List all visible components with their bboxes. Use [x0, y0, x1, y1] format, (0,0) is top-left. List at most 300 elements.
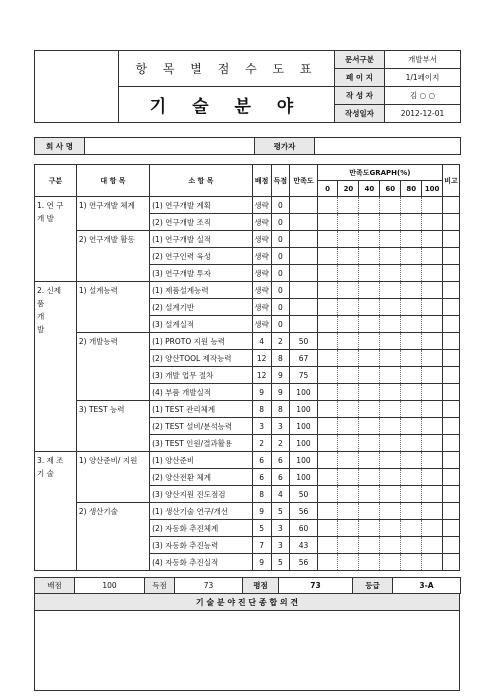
satisfaction-cell [290, 265, 317, 282]
opinion-title: 기 술 분 야 진 단 종 합 의 견 [35, 594, 460, 611]
score-sheet [34, 50, 460, 691]
table-row [35, 503, 460, 520]
note-cell [443, 435, 460, 452]
max-score-cell: 생략 [252, 197, 271, 214]
graph-cell [422, 350, 443, 367]
graph-cell [380, 299, 401, 316]
note-cell [443, 554, 460, 571]
score-cell: 3 [271, 418, 290, 435]
max-score-cell: 생략 [252, 214, 271, 231]
graph-cell [359, 231, 380, 248]
graph-cell [317, 350, 338, 367]
note-cell [443, 537, 460, 554]
graph-cell [359, 299, 380, 316]
graph-cell [359, 520, 380, 537]
satisfaction-cell: 50 [290, 333, 317, 350]
opinion-field[interactable] [35, 611, 460, 691]
graph-cell [317, 401, 338, 418]
satisfaction-cell [290, 214, 317, 231]
graph-cell [359, 554, 380, 571]
graph-cell [359, 282, 380, 299]
graph-cell [359, 333, 380, 350]
score-cell: 9 [271, 384, 290, 401]
score-cell: 0 [271, 231, 290, 248]
graph-cell [422, 418, 443, 435]
minor-item-cell: (1) PROTO 지원 능력 [150, 333, 253, 350]
graph-cell [422, 384, 443, 401]
graph-cell [422, 333, 443, 350]
max-score-cell: 7 [252, 537, 271, 554]
graph-cell [317, 299, 338, 316]
max-score-cell: 생략 [252, 316, 271, 333]
graph-cell [422, 231, 443, 248]
graph-cell [317, 452, 338, 469]
satisfaction-cell: 60 [290, 520, 317, 537]
graph-cell [380, 316, 401, 333]
table-row [35, 452, 460, 469]
graph-cell [359, 418, 380, 435]
minor-item-cell: (4) 자동화 추진실적 [150, 554, 253, 571]
max-score-cell: 2 [252, 435, 271, 452]
graph-cell [317, 418, 338, 435]
graph-cell [317, 554, 338, 571]
satisfaction-cell: 100 [290, 435, 317, 452]
satisfaction-cell: 100 [290, 401, 317, 418]
major-item-cell: 2) 생산기술 [76, 503, 149, 571]
satisfaction-cell: 56 [290, 503, 317, 520]
graph-cell [317, 282, 338, 299]
graph-cell [401, 282, 422, 299]
score-cell: 3 [271, 520, 290, 537]
score-cell: 4 [271, 486, 290, 503]
minor-item-cell: (1) TEST 관리체계 [150, 401, 253, 418]
col-satisfaction: 만족도 [290, 165, 317, 197]
graph-cell [317, 384, 338, 401]
graph-cell [359, 435, 380, 452]
score-cell: 9 [271, 367, 290, 384]
minor-item-cell: (2) TEST 설비/분석능력 [150, 418, 253, 435]
max-score-cell: 12 [252, 367, 271, 384]
satisfaction-cell: 100 [290, 418, 317, 435]
graph-cell [338, 384, 359, 401]
graph-cell [317, 486, 338, 503]
average-value: 73 [279, 578, 353, 594]
max-score-cell: 8 [252, 486, 271, 503]
total-max-label: 배점 [35, 578, 75, 594]
minor-item-cell: (1) 제품설계능력 [150, 282, 253, 299]
graph-cell [401, 367, 422, 384]
note-cell [443, 299, 460, 316]
score-cell: 0 [271, 316, 290, 333]
graph-cell [401, 435, 422, 452]
minor-item-cell: (3) 자동화 추진능력 [150, 537, 253, 554]
graph-cell [338, 486, 359, 503]
minor-item-cell: (2) 양산TOOL 제작능력 [150, 350, 253, 367]
graph-cell [338, 214, 359, 231]
graph-cell [338, 503, 359, 520]
opinion-table [34, 593, 460, 691]
graph-cell [401, 537, 422, 554]
graph-cell [317, 435, 338, 452]
graph-cell [401, 520, 422, 537]
graph-cell [317, 197, 338, 214]
graph-cell [359, 486, 380, 503]
graph-cell [338, 520, 359, 537]
col-category: 구분 [35, 165, 77, 197]
satisfaction-cell: 75 [290, 367, 317, 384]
graph-cell [380, 486, 401, 503]
graph-cell [338, 367, 359, 384]
graph-cell [422, 197, 443, 214]
graph-cell [338, 316, 359, 333]
score-cell: 0 [271, 214, 290, 231]
graph-cell [401, 486, 422, 503]
graph-cell [422, 554, 443, 571]
major-item-cell: 2) 연구개발 활동 [76, 231, 149, 282]
col-max: 배점 [252, 165, 271, 197]
satisfaction-cell: 100 [290, 384, 317, 401]
minor-item-cell: (2) 자동화 추진체계 [150, 520, 253, 537]
graph-cell [338, 248, 359, 265]
graph-tick: 0 [317, 181, 338, 197]
note-cell [443, 282, 460, 299]
header-table [34, 50, 461, 123]
score-table [34, 164, 460, 571]
graph-cell [359, 265, 380, 282]
category-cell: 3. 제 조 기 술 [35, 452, 77, 571]
graph-cell [380, 333, 401, 350]
satisfaction-cell: 43 [290, 537, 317, 554]
max-score-cell: 생략 [252, 299, 271, 316]
logo-area [35, 51, 119, 123]
graph-cell [380, 452, 401, 469]
major-item-cell: 1) 양산준비/ 지원 [76, 452, 149, 503]
max-score-cell: 9 [252, 554, 271, 571]
max-score-cell: 생략 [252, 248, 271, 265]
graph-cell [401, 214, 422, 231]
summary-table [34, 577, 461, 594]
graph-cell [380, 520, 401, 537]
max-score-cell: 생략 [252, 231, 271, 248]
graph-cell [359, 384, 380, 401]
graph-cell [380, 367, 401, 384]
minor-item-cell: (2) 연구개발 조직 [150, 214, 253, 231]
graph-cell [422, 299, 443, 316]
total-score-value: 73 [175, 578, 243, 594]
satisfaction-cell: 67 [290, 350, 317, 367]
date-label: 작성일자 [335, 105, 385, 123]
minor-item-cell: (1) 연구개발 실적 [150, 231, 253, 248]
score-cell: 0 [271, 299, 290, 316]
satisfaction-cell [290, 282, 317, 299]
graph-cell [338, 333, 359, 350]
graph-cell [338, 418, 359, 435]
graph-cell [422, 435, 443, 452]
graph-cell [401, 469, 422, 486]
table-row [35, 401, 460, 418]
graph-cell [317, 469, 338, 486]
graph-cell [338, 452, 359, 469]
graph-cell [380, 469, 401, 486]
graph-cell [422, 452, 443, 469]
minor-item-cell: (3) 설계실적 [150, 316, 253, 333]
graph-cell [338, 231, 359, 248]
graph-cell [338, 401, 359, 418]
col-note: 비고 [443, 165, 460, 197]
note-cell [443, 350, 460, 367]
max-score-cell: 생략 [252, 282, 271, 299]
graph-cell [422, 316, 443, 333]
max-score-cell: 9 [252, 503, 271, 520]
graph-cell [317, 520, 338, 537]
graph-cell [380, 265, 401, 282]
graph-cell [422, 401, 443, 418]
graph-cell [401, 299, 422, 316]
score-cell: 5 [271, 503, 290, 520]
graph-cell [422, 469, 443, 486]
major-item-cell: 2) 개발능력 [76, 333, 149, 401]
graph-cell [422, 537, 443, 554]
graph-cell [359, 452, 380, 469]
note-cell [443, 265, 460, 282]
score-cell: 8 [271, 350, 290, 367]
max-score-cell: 5 [252, 520, 271, 537]
graph-cell [401, 384, 422, 401]
major-item-cell: 1) 연구개발 체계 [76, 197, 149, 231]
graph-cell [317, 316, 338, 333]
minor-item-cell: (2) 연구인력 육성 [150, 248, 253, 265]
graph-cell [401, 554, 422, 571]
minor-item-cell: (1) 양산준비 [150, 452, 253, 469]
category-cell: 1. 연 구 개 발 [35, 197, 77, 282]
graph-tick: 60 [380, 181, 401, 197]
evaluator-label: 평가자 [255, 138, 315, 155]
graph-cell [317, 231, 338, 248]
note-cell [443, 248, 460, 265]
minor-item-cell: (1) 생산기술 연구/개선 [150, 503, 253, 520]
graph-cell [401, 401, 422, 418]
note-cell [443, 418, 460, 435]
graph-cell [401, 418, 422, 435]
graph-cell [317, 265, 338, 282]
grade-label: 등급 [353, 578, 393, 594]
satisfaction-cell: 50 [290, 486, 317, 503]
satisfaction-cell [290, 231, 317, 248]
note-cell [443, 401, 460, 418]
graph-cell [380, 248, 401, 265]
page-value: 1/1페이지 [385, 69, 461, 87]
graph-cell [380, 231, 401, 248]
graph-cell [317, 367, 338, 384]
graph-cell [380, 537, 401, 554]
score-cell: 3 [271, 537, 290, 554]
score-cell: 6 [271, 452, 290, 469]
graph-cell [401, 333, 422, 350]
table-row [35, 333, 460, 350]
score-cell: 6 [271, 469, 290, 486]
score-cell: 0 [271, 248, 290, 265]
minor-item-cell: (2) 양산전환 체계 [150, 469, 253, 486]
minor-item-cell: (4) 부품 개발실적 [150, 384, 253, 401]
max-score-cell: 4 [252, 333, 271, 350]
sheet-title: 항 목 별 점 수 도 표 [119, 51, 335, 87]
graph-cell [422, 265, 443, 282]
graph-cell [401, 350, 422, 367]
max-score-cell: 8 [252, 401, 271, 418]
note-cell [443, 503, 460, 520]
score-cell: 0 [271, 197, 290, 214]
graph-cell [338, 537, 359, 554]
graph-cell [359, 248, 380, 265]
graph-cell [359, 469, 380, 486]
graph-cell [317, 503, 338, 520]
author-label: 작 성 자 [335, 87, 385, 105]
category-cell: 2. 신제 품 개 발 [35, 282, 77, 452]
col-score: 득점 [271, 165, 290, 197]
note-cell [443, 367, 460, 384]
minor-item-cell: (3) 연구개발 투자 [150, 265, 253, 282]
graph-cell [422, 282, 443, 299]
graph-cell [359, 401, 380, 418]
page-label: 페 이 지 [335, 69, 385, 87]
max-score-cell: 9 [252, 384, 271, 401]
note-cell [443, 316, 460, 333]
graph-cell [380, 435, 401, 452]
graph-cell [380, 214, 401, 231]
col-graph: 만족도GRAPH(%) [317, 165, 443, 181]
minor-item-cell: (2) 설계기반 [150, 299, 253, 316]
graph-cell [338, 299, 359, 316]
satisfaction-cell: 100 [290, 469, 317, 486]
major-item-cell: 3) TEST 능력 [76, 401, 149, 452]
date-value: 2012-12-01 [385, 105, 461, 123]
major-item-cell: 1) 설계능력 [76, 282, 149, 333]
total-max-value: 100 [75, 578, 145, 594]
graph-cell [317, 537, 338, 554]
score-cell: 0 [271, 265, 290, 282]
graph-cell [380, 197, 401, 214]
satisfaction-cell: 56 [290, 554, 317, 571]
doc-type-label: 문서구분 [335, 51, 385, 69]
graph-cell [401, 197, 422, 214]
minor-item-cell: (3) TEST 인원/결과활용 [150, 435, 253, 452]
max-score-cell: 12 [252, 350, 271, 367]
table-row [35, 282, 460, 299]
graph-tick: 80 [401, 181, 422, 197]
graph-cell [338, 197, 359, 214]
graph-cell [380, 401, 401, 418]
max-score-cell: 생략 [252, 265, 271, 282]
grade-value: 3-A [393, 578, 461, 594]
max-score-cell: 6 [252, 469, 271, 486]
max-score-cell: 3 [252, 418, 271, 435]
graph-cell [359, 350, 380, 367]
evaluator-field[interactable] [315, 138, 461, 155]
graph-cell [422, 520, 443, 537]
graph-cell [422, 486, 443, 503]
satisfaction-cell [290, 299, 317, 316]
graph-cell [380, 384, 401, 401]
satisfaction-cell [290, 248, 317, 265]
graph-cell [380, 350, 401, 367]
minor-item-cell: (1) 연구개발 계획 [150, 197, 253, 214]
minor-item-cell: (3) 개발 업무 절차 [150, 367, 253, 384]
graph-cell [422, 214, 443, 231]
graph-cell [359, 316, 380, 333]
col-minor: 소 항 목 [150, 165, 253, 197]
graph-cell [359, 197, 380, 214]
average-label: 평점 [243, 578, 279, 594]
max-score-cell: 6 [252, 452, 271, 469]
minor-item-cell: (3) 양산지원 진도점검 [150, 486, 253, 503]
graph-cell [359, 503, 380, 520]
total-score-label: 득점 [145, 578, 175, 594]
graph-cell [338, 265, 359, 282]
score-cell: 5 [271, 554, 290, 571]
graph-cell [338, 554, 359, 571]
graph-cell [401, 316, 422, 333]
score-cell: 2 [271, 435, 290, 452]
graph-cell [338, 469, 359, 486]
company-field[interactable] [85, 138, 255, 155]
table-row [35, 231, 460, 248]
satisfaction-cell: 100 [290, 452, 317, 469]
note-cell [443, 384, 460, 401]
note-cell [443, 333, 460, 350]
graph-cell [359, 367, 380, 384]
note-cell [443, 520, 460, 537]
note-cell [443, 231, 460, 248]
col-major: 대 항 목 [76, 165, 149, 197]
satisfaction-cell [290, 197, 317, 214]
graph-tick: 40 [359, 181, 380, 197]
score-cell: 0 [271, 282, 290, 299]
graph-cell [401, 265, 422, 282]
score-cell: 2 [271, 333, 290, 350]
graph-cell [422, 503, 443, 520]
graph-cell [359, 537, 380, 554]
graph-cell [401, 503, 422, 520]
score-cell: 8 [271, 401, 290, 418]
graph-cell [317, 333, 338, 350]
graph-cell [359, 214, 380, 231]
note-cell [443, 469, 460, 486]
author-value: 김 ○ ○ [385, 87, 461, 105]
graph-cell [317, 214, 338, 231]
graph-cell [401, 452, 422, 469]
graph-cell [422, 367, 443, 384]
graph-cell [338, 350, 359, 367]
graph-cell [380, 418, 401, 435]
doc-type-value: 개발부서 [385, 51, 461, 69]
graph-cell [380, 503, 401, 520]
graph-cell [317, 248, 338, 265]
note-cell [443, 214, 460, 231]
graph-cell [338, 282, 359, 299]
company-label: 회 사 명 [35, 138, 85, 155]
graph-cell [380, 282, 401, 299]
note-cell [443, 452, 460, 469]
graph-cell [422, 248, 443, 265]
graph-cell [380, 554, 401, 571]
satisfaction-cell [290, 316, 317, 333]
table-row [35, 197, 460, 214]
graph-tick: 100 [422, 181, 443, 197]
company-table [34, 137, 461, 155]
note-cell [443, 197, 460, 214]
field-title: 기 술 분 야 [119, 87, 335, 123]
graph-cell [401, 231, 422, 248]
